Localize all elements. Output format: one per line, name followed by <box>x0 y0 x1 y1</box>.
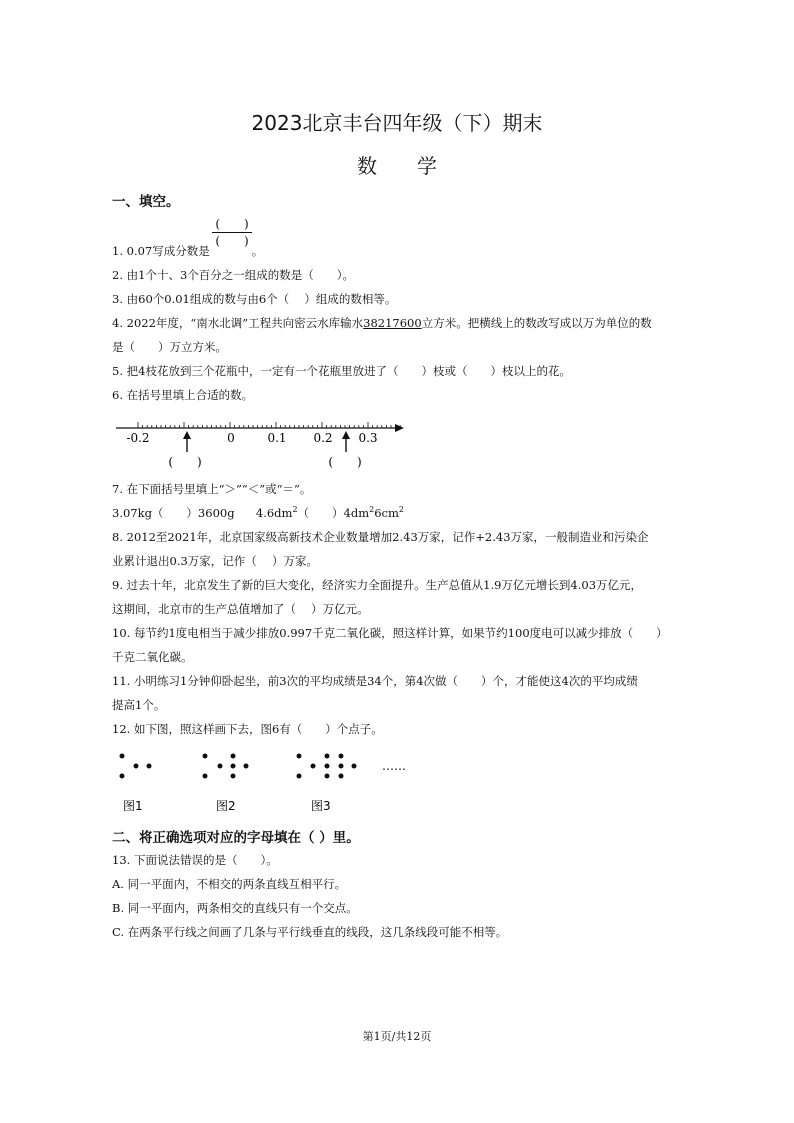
arrow-left-head <box>183 431 191 439</box>
question-4-line-1 <box>112 315 652 331</box>
question-4-post: 立方米。把横线上的数改写成以万为单位的数 <box>421 316 652 330</box>
number-line-blank-left: ( ) <box>168 455 202 469</box>
section-multiple-choice-heading: 二、将正确选项对应的字母填在（ ）里。 <box>112 830 360 846</box>
number-line-blank-right: ( ) <box>328 455 362 469</box>
question-9-line-2: 这期间，北京市的生产总值增加了（ ）万亿元。 <box>112 602 369 616</box>
question-13-option-b: B. 同一平面内，两条相交的直线只有一个交点。 <box>112 901 358 915</box>
figure-2-label: 图2 <box>216 799 236 813</box>
superscript-2: 2 <box>369 505 375 515</box>
question-4-line-2: 是（ ）万立方米。 <box>112 340 227 354</box>
number-line-ticks <box>138 422 400 428</box>
question-7-item-a: 3.07kg（ ）3600g <box>112 506 235 520</box>
arrow-right-head <box>342 431 350 439</box>
question-4-underlined-number: 38217600 <box>363 316 422 330</box>
question-13-option-c: C. 在两条平行线之间画了几条与平行线垂直的线段，这几条线段可能不相等。 <box>112 925 508 939</box>
question-12: 12. 如下图，照这样画下去，图6有（ ）个点子。 <box>112 722 383 736</box>
number-line-figure <box>112 416 412 474</box>
question-13-option-a: A. 同一平面内，不相交的两条直线互相平行。 <box>112 877 347 891</box>
figure-1-label: 图1 <box>123 799 143 813</box>
fraction-numerator: ( ) <box>212 216 252 233</box>
question-5: 5. 把4枝花放到三个花瓶中，一定有一个花瓶里放进了（ ）枝或（ ）枝以上的花。 <box>112 364 571 378</box>
section-fill-blank-heading: 一、填空。 <box>112 194 180 210</box>
question-7-item-b-blank: （ ）4dm <box>297 506 370 520</box>
tick-label-0: 0 <box>227 431 235 445</box>
question-1-end: 。 <box>251 244 264 258</box>
tick-label-0-1: 0.1 <box>267 431 287 445</box>
question-8-line-1: 8. 2012至2021年，北京国家级高新技术企业数量增加2.43万家，记作+2.43万家，一般制造业和污染企 <box>112 530 649 544</box>
question-4-pre: 4. 2022年度，“南水北调”工程共向密云水库输水 <box>112 316 364 330</box>
superscript-2: 2 <box>398 505 404 515</box>
question-1 <box>112 243 263 259</box>
question-10-line-2: 千克二氧化碳。 <box>112 650 193 664</box>
figure-1-dots <box>120 754 152 779</box>
question-11-line-1: 11. 小明练习1分钟仰卧起坐，前3次的平均成绩是34个，第4次做（ ）个，才能使这4次的平均成绩 <box>112 674 638 688</box>
fraction-denominator: ( ) <box>215 234 249 248</box>
figure-3-label: 图3 <box>311 799 331 813</box>
question-7-items <box>112 505 404 521</box>
question-2: 2. 由1个十、3个百分之一组成的数是（ ）。 <box>112 268 355 282</box>
number-line-arrowhead <box>395 424 404 432</box>
question-10-line-1: 10. 每节约1度电相当于减少排放0.997千克二氧化碳，照这样计算，如果节约100度电可以减少排放（ ） <box>112 626 668 640</box>
tick-label-0-3: 0.3 <box>358 431 378 445</box>
question-6: 6. 在括号里填上合适的数。 <box>112 388 254 402</box>
question-7-item-b-right: 6cm <box>374 506 399 520</box>
dot-pattern-figure <box>112 748 412 816</box>
question-1-text: 1. 0.07写成分数是 <box>112 244 210 258</box>
question-7: 7. 在下面括号里填上“＞”“＜”或“＝”。 <box>112 482 312 496</box>
question-3: 3. 由60个0.01组成的数与由6个（ ）组成的数相等。 <box>112 292 397 306</box>
superscript-2: 2 <box>292 505 298 515</box>
question-9-line-1: 9. 过去十年，北京发生了新的巨大变化，经济实力全面提升。生产总值从1.9万亿元增长到4.03万亿元， <box>112 578 643 592</box>
figure-2-dots <box>203 754 249 779</box>
subject-title: 数学 <box>357 154 477 178</box>
tick-label-0-2: 0.2 <box>313 431 333 445</box>
question-11-line-2: 提高1个。 <box>112 698 166 712</box>
figure-3-dots <box>297 754 357 779</box>
question-13: 13. 下面说法错误的是（ ）。 <box>112 853 278 867</box>
question-8-line-2: 业累计退出0.3万家，记作（ ）万家。 <box>112 554 318 568</box>
tick-label-neg-0-2: -0.2 <box>126 431 150 445</box>
question-7-item-b-left: 4.6dm <box>255 506 293 520</box>
page-footer: 第1页/共12页 <box>362 1030 432 1043</box>
figure-ellipsis: …… <box>382 759 406 773</box>
exam-title: 2023北京丰台四年级（下）期末 <box>251 111 543 135</box>
